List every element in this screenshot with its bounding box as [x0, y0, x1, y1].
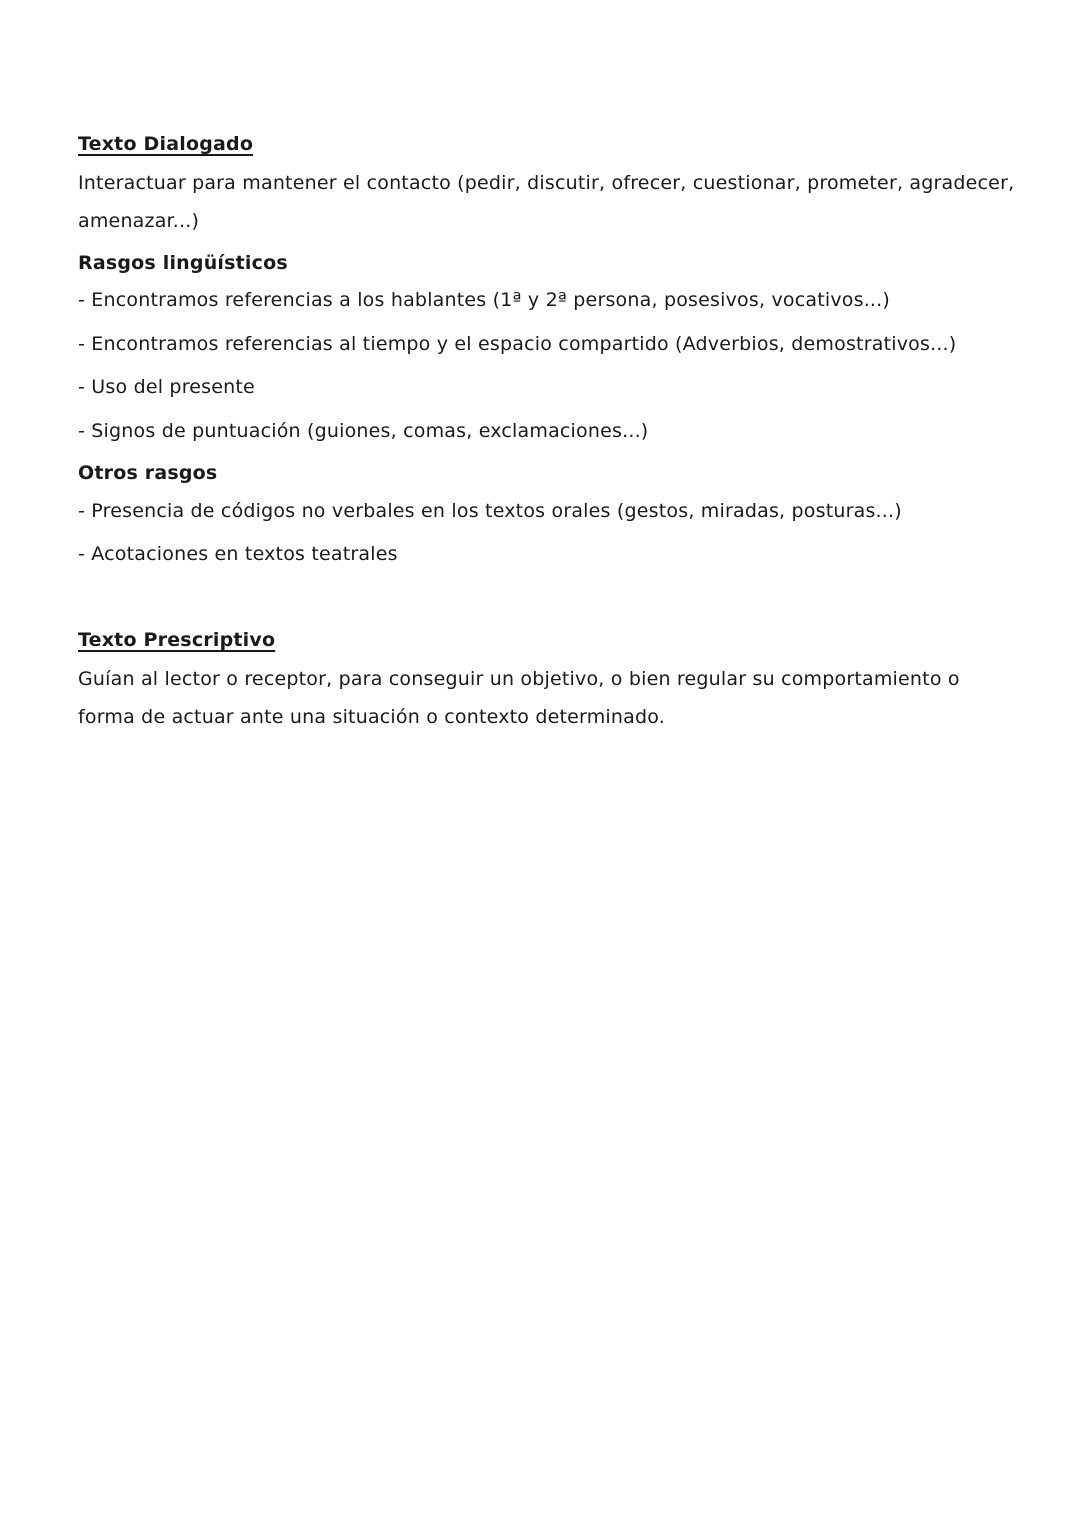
section-title-prescriptivo: Texto Prescriptivo	[78, 629, 276, 651]
section-title-dialogado: Texto Dialogado	[78, 133, 254, 155]
list-item: - Uso del presente	[78, 376, 255, 398]
list-item: - Encontramos referencias al tiempo y el espacio compartido (Adverbios, demostrativos...)	[78, 333, 957, 355]
intro-line-2: amenazar...)	[78, 210, 200, 232]
list-item: - Presencia de códigos no verbales en los textos orales (gestos, miradas, posturas...)	[78, 500, 902, 522]
intro-line-1: Guían al lector o receptor, para conseguir un objetivo, o bien regular su comportamiento o	[78, 668, 960, 690]
subsection-title-rasgos-linguisticos: Rasgos lingüísticos	[78, 252, 288, 274]
subsection-title-otros-rasgos: Otros rasgos	[78, 462, 218, 484]
list-item: - Encontramos referencias a los hablantes (1ª y 2ª persona, posesivos, vocativos...)	[78, 289, 891, 311]
intro-line-1: Interactuar para mantener el contacto (pedir, discutir, ofrecer, cuestionar, prometer, agradecer,	[78, 172, 1015, 194]
list-item: - Acotaciones en textos teatrales	[78, 543, 398, 565]
intro-line-2: forma de actuar ante una situación o contexto determinado.	[78, 706, 665, 728]
list-item: - Signos de puntuación (guiones, comas, exclamaciones...)	[78, 420, 649, 442]
